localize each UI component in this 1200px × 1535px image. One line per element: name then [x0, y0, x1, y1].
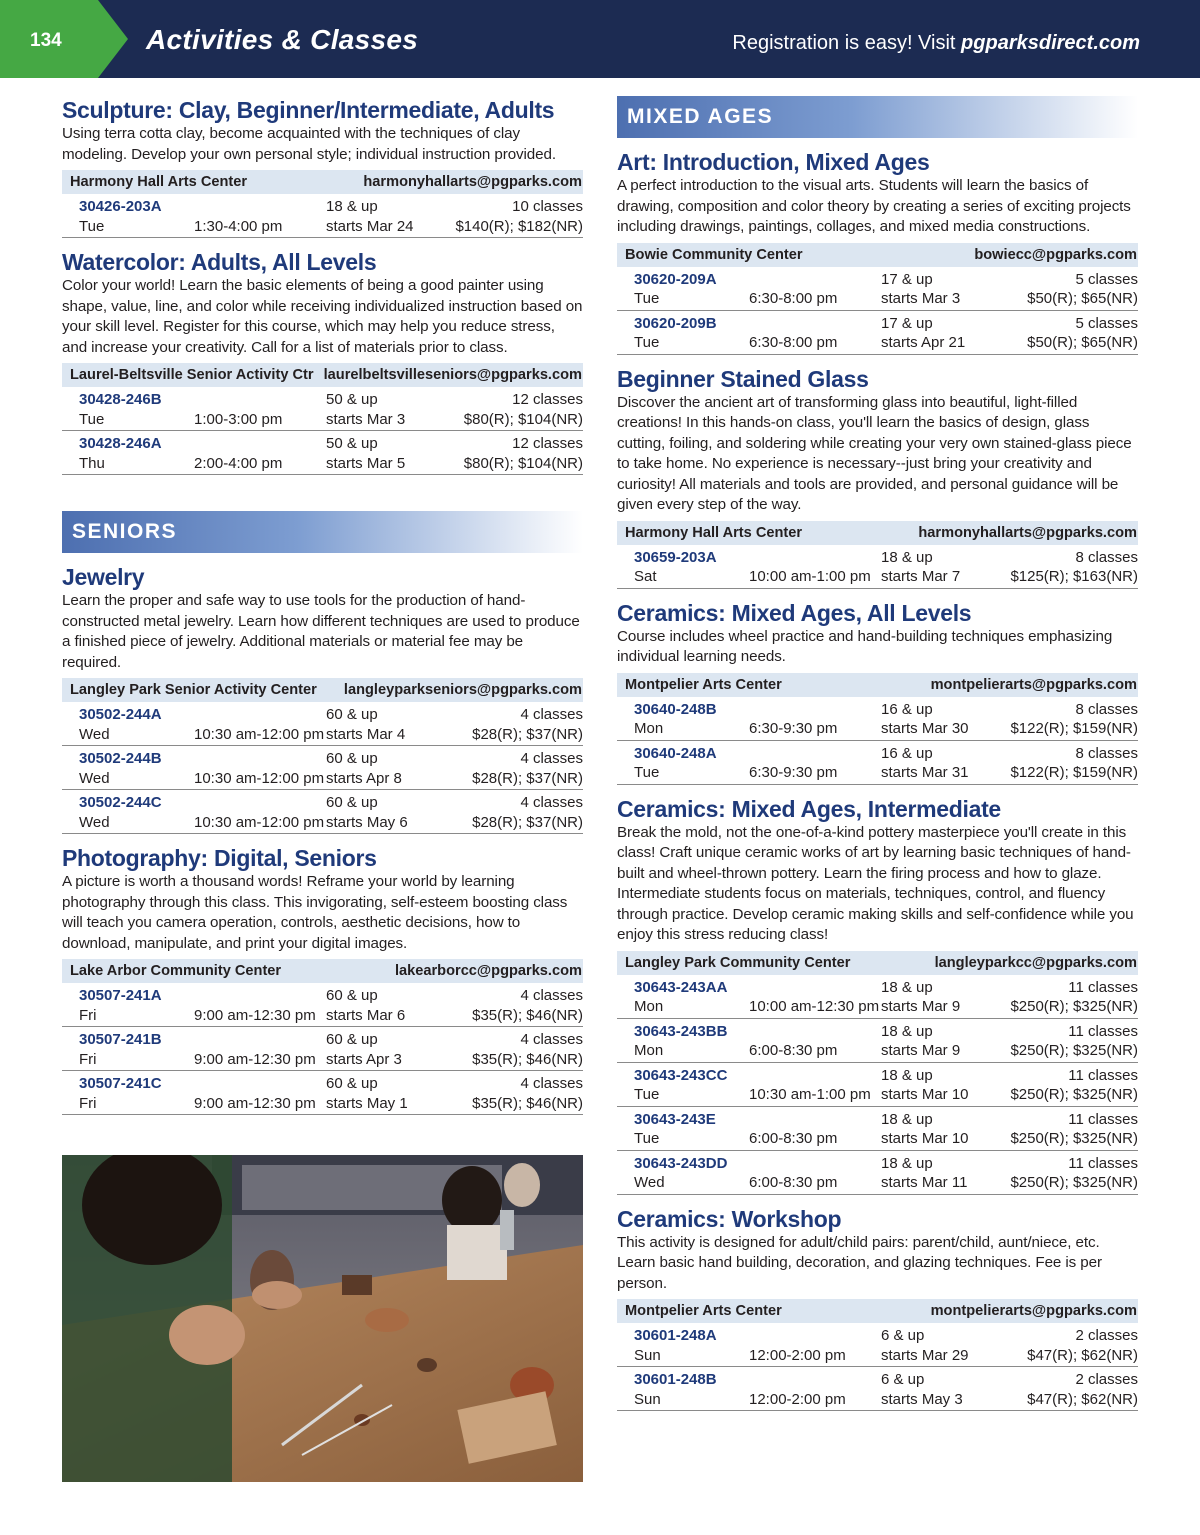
session-code[interactable]: 30620-209B	[634, 314, 717, 332]
session-fee: $50(R); $65(NR)	[1027, 290, 1138, 307]
location-email[interactable]: montpelierarts@pgparks.com	[930, 1303, 1137, 1319]
page-tab-arrow	[98, 0, 128, 78]
session-classes: 4 classes	[520, 706, 583, 723]
session-code[interactable]: 30601-248B	[634, 1371, 717, 1388]
session-day: Sun	[634, 1346, 661, 1364]
session-classes: 10 classes	[512, 198, 583, 215]
course-description: Color your world! Learn the basic elements of being a good painter using shape, value, line, and color while receiving individualized instruction based on your skill level. Register for this course, which may help you reduce stress, and increase your creativity. Call for a list of materials prior to class.	[62, 277, 583, 356]
session-start: starts Mar 29	[881, 1346, 969, 1364]
session-day: Wed	[79, 813, 110, 831]
session-day: Thu	[79, 454, 105, 472]
session-spacer	[194, 793, 326, 813]
session-age: 60 & up	[326, 1075, 378, 1092]
session-row	[62, 790, 583, 834]
session-row	[617, 1151, 1138, 1195]
session-age: 16 & up	[881, 700, 933, 718]
course-description: Discover the ancient art of transforming glass into beautiful, light-filled creations! In this hands-on class, you'll learn the basics of design, glass cutting, foiling, and soldering while creating your very own stained-glass piece to take home. No experience is necessary--just bring your creativity and curiosity! All materials and tools are provided, and personal guidance will be given every step of the way.	[617, 393, 1132, 513]
session-spacer	[194, 1030, 326, 1050]
session-code[interactable]: 30601-248A	[634, 1327, 717, 1344]
location-email[interactable]: lakearborcc@pgparks.com	[394, 963, 582, 979]
location-name: Laurel-Beltsville Senior Activity Ctr	[70, 367, 314, 383]
session-row	[62, 431, 583, 475]
session-time: 9:00 am-12:30 pm	[194, 1006, 316, 1024]
location-name: Langley Park Community Center	[625, 954, 851, 971]
session-classes: 2 classes	[1075, 1371, 1138, 1388]
location-bar	[62, 170, 583, 194]
session-classes: 8 classes	[1075, 700, 1138, 718]
session-spacer	[749, 1066, 881, 1086]
session-row	[617, 1063, 1138, 1107]
session-start: starts Apr 21	[881, 334, 966, 351]
session-time: 2:00-4:00 pm	[194, 454, 283, 472]
session-age: 17 & up	[881, 270, 933, 288]
course-block	[617, 599, 1138, 785]
session-spacer	[749, 1154, 881, 1174]
session-time: 9:00 am-12:30 pm	[194, 1094, 316, 1112]
right-column	[617, 96, 1138, 1421]
course-title: Sculpture: Clay, Beginner/Intermediate, Adults	[62, 97, 555, 123]
session-classes: 8 classes	[1075, 744, 1138, 762]
session-age: 60 & up	[326, 706, 378, 723]
session-age: 18 & up	[881, 1022, 933, 1040]
session-age: 6 & up	[881, 1371, 925, 1388]
session-spacer	[194, 986, 326, 1006]
session-start: starts Mar 10	[881, 1130, 969, 1147]
session-start: starts Mar 31	[881, 764, 969, 781]
location-name: Bowie Community Center	[625, 246, 803, 263]
session-code[interactable]: 30502-244C	[79, 794, 162, 811]
session-spacer	[749, 270, 881, 290]
session-fee: $35(R); $46(NR)	[472, 1050, 583, 1068]
session-day: Mon	[634, 1042, 664, 1059]
session-start: starts Mar 7	[881, 568, 961, 585]
session-spacer	[749, 700, 881, 720]
session-classes: 4 classes	[520, 1031, 583, 1048]
course-block	[62, 248, 583, 475]
course-title: Beginner Stained Glass	[617, 365, 869, 392]
location-name: Lake Arbor Community Center	[70, 963, 282, 979]
session-start: starts Apr 3	[326, 1050, 402, 1068]
session-classes: 2 classes	[1075, 1327, 1138, 1344]
pottery-class-photo	[62, 1155, 583, 1482]
session-start: starts May 6	[326, 813, 408, 831]
session-fee: $50(R); $65(NR)	[1027, 334, 1138, 351]
session-start: starts Mar 9	[881, 998, 961, 1015]
session-start: starts Mar 11	[881, 1174, 968, 1191]
session-fee: $47(R); $62(NR)	[1027, 1346, 1138, 1364]
session-time: 12:00-2:00 pm	[749, 1346, 846, 1364]
session-classes: 11 classes	[1068, 1066, 1138, 1084]
course-title: Jewelry	[62, 564, 145, 590]
location-bar	[617, 243, 1138, 267]
session-time: 6:00-8:30 pm	[749, 1174, 838, 1191]
course-block	[617, 148, 1138, 355]
session-fee: $125(R); $163(NR)	[1010, 568, 1138, 585]
session-age: 60 & up	[326, 987, 378, 1004]
session-fee: $28(R); $37(NR)	[472, 813, 583, 831]
session-time: 6:30-9:30 pm	[749, 764, 838, 781]
session-time: 10:30 am-12:00 pm	[194, 769, 325, 787]
session-age: 60 & up	[326, 794, 378, 811]
session-fee: $80(R); $104(NR)	[463, 410, 583, 428]
session-age: 18 & up	[326, 198, 378, 215]
location-bar	[62, 678, 583, 702]
session-classes: 11 classes	[1068, 978, 1138, 996]
session-code[interactable]: 30426-203A	[79, 198, 162, 215]
session-row	[617, 741, 1138, 785]
session-code[interactable]: 30428-246A	[79, 435, 162, 452]
course-title: Photography: Digital, Seniors	[62, 845, 377, 871]
location-bar	[62, 959, 583, 983]
session-age: 17 & up	[881, 314, 933, 332]
page-header	[0, 0, 1200, 78]
location-bar	[617, 521, 1138, 545]
session-age: 60 & up	[326, 750, 378, 767]
session-age: 18 & up	[881, 1154, 933, 1172]
session-age: 16 & up	[881, 744, 933, 762]
session-spacer	[749, 744, 881, 764]
session-spacer	[749, 1326, 881, 1346]
session-time: 10:30 am-1:00 pm	[749, 1086, 871, 1103]
location-bar	[62, 363, 583, 387]
session-spacer	[749, 1022, 881, 1042]
session-start: starts Mar 10	[881, 1086, 969, 1103]
course-description: Using terra cotta clay, become acquainted with the techniques of clay modeling. Develop your own personal style; individual instruction provided.	[62, 125, 556, 163]
session-code[interactable]: 30428-246B	[79, 391, 162, 408]
session-code[interactable]: 30507-241C	[79, 1075, 162, 1092]
session-spacer	[194, 705, 326, 725]
session-start: starts Mar 3	[326, 410, 406, 428]
session-age: 6 & up	[881, 1327, 925, 1344]
session-spacer	[749, 1370, 881, 1390]
session-day: Tue	[634, 334, 660, 351]
registration-note	[732, 32, 1140, 55]
session-age: 18 & up	[881, 1110, 933, 1128]
location-email[interactable]: langleyparkcc@pgparks.com	[934, 954, 1137, 971]
session-row	[617, 1367, 1138, 1411]
session-classes: 4 classes	[520, 750, 583, 767]
course-title: Art: Introduction, Mixed Ages	[617, 149, 930, 175]
session-start: starts May 3	[881, 1390, 963, 1408]
session-code[interactable]: 30620-209A	[634, 270, 717, 288]
location-name: Harmony Hall Arts Center	[70, 174, 248, 190]
session-day: Wed	[634, 1174, 665, 1191]
session-fee: $250(R); $325(NR)	[1010, 1042, 1138, 1059]
location-email[interactable]: bowiecc@pgparks.com	[974, 246, 1137, 263]
session-row	[62, 1071, 583, 1115]
seniors-section-band: SENIORS	[62, 511, 583, 553]
session-fee: $122(R); $159(NR)	[1010, 764, 1138, 781]
session-code[interactable]: 30507-241A	[79, 987, 162, 1004]
session-row	[617, 975, 1138, 1019]
location-bar	[617, 1299, 1138, 1323]
session-code[interactable]: 30502-244A	[79, 706, 162, 723]
session-code[interactable]: 30643-243DD	[634, 1154, 728, 1172]
course-description: A perfect introduction to the visual arts. Students will learn the basics of drawing, composition and color theory by creating a series of exciting projects including drawings, paintings, collages, and mixed media constructions.	[617, 177, 1131, 235]
session-classes: 4 classes	[520, 1075, 583, 1092]
course-title: Ceramics: Workshop	[617, 1205, 842, 1232]
session-day: Mon	[634, 998, 664, 1015]
session-row	[617, 1019, 1138, 1063]
session-classes: 5 classes	[1075, 270, 1138, 288]
session-row	[617, 1323, 1138, 1367]
session-age: 18 & up	[881, 548, 933, 566]
session-classes: 4 classes	[520, 794, 583, 811]
course-description: A picture is worth a thousand words! Reframe your world by learning photography through this class. This invigorating, self-esteem boosting class will teach you camera operation, controls, aesthetic decisions, how to download, manipulate, and print your digital images.	[62, 873, 568, 952]
course-description: This activity is designed for adult/child pairs: parent/child, aunt/niece, etc. Learn basic hand building, decoration, and glazing techniques. Fee is per person.	[617, 1233, 1102, 1292]
session-day: Tue	[79, 217, 105, 235]
session-classes: 5 classes	[1075, 314, 1138, 332]
session-start: starts May 1	[326, 1094, 408, 1112]
session-row	[62, 387, 583, 431]
session-row	[617, 311, 1138, 355]
session-start: starts Mar 4	[326, 725, 406, 743]
session-start: starts Mar 3	[881, 290, 961, 307]
session-age: 50 & up	[326, 391, 378, 408]
session-classes: 4 classes	[520, 987, 583, 1004]
left-column	[62, 96, 583, 1125]
session-spacer	[749, 978, 881, 998]
course-description: Break the mold, not the one-of-a-kind pottery masterpiece you'll create in this class! Craft unique ceramic works of art by learning basic techniques of hand-built and wheel-thrown pottery. Learn the firing process and how to glaze. Intermediate students focus on materials, techniques, control, and fluency through practice. Develop ceramic making skills and self-confidence while you enjoy this stress reducing class!	[617, 823, 1134, 943]
session-spacer	[194, 434, 326, 454]
session-spacer	[749, 1110, 881, 1130]
course-description: Course includes wheel practice and hand-building techniques emphasizing individual learning needs.	[617, 627, 1113, 665]
session-code[interactable]: 30640-248B	[634, 700, 717, 718]
course-block	[62, 563, 583, 834]
location-name: Montpelier Arts Center	[625, 1303, 782, 1319]
registration-url[interactable]: pgparksdirect.com	[961, 32, 1140, 54]
location-email[interactable]: laurelbeltsvilleseniors@pgparks.com	[323, 367, 582, 383]
location-email[interactable]: langleyparkseniors@pgparks.com	[343, 682, 582, 698]
location-bar	[617, 951, 1138, 975]
session-time: 9:00 am-12:30 pm	[194, 1050, 316, 1068]
location-name: Montpelier Arts Center	[625, 676, 782, 693]
session-row	[62, 746, 583, 790]
session-fee: $35(R); $46(NR)	[472, 1094, 583, 1112]
session-day: Fri	[79, 1094, 97, 1112]
session-row	[62, 983, 583, 1027]
session-spacer	[194, 1074, 326, 1094]
session-time: 10:00 am-1:00 pm	[749, 568, 871, 585]
location-bar	[617, 673, 1138, 697]
location-email[interactable]: harmonyhallarts@pgparks.com	[918, 524, 1137, 541]
session-day: Tue	[634, 290, 660, 307]
registration-prefix: Registration is easy! Visit	[732, 32, 962, 54]
session-code[interactable]: 30502-244B	[79, 750, 162, 767]
session-row	[617, 697, 1138, 741]
session-time: 6:00-8:30 pm	[749, 1130, 838, 1147]
session-start: starts Mar 30	[881, 720, 969, 737]
session-age: 18 & up	[881, 978, 933, 996]
course-title: Watercolor: Adults, All Levels	[62, 249, 377, 275]
session-time: 6:30-8:00 pm	[749, 334, 838, 351]
session-day: Fri	[79, 1006, 97, 1024]
course-block	[62, 844, 583, 1115]
session-day: Mon	[634, 720, 664, 737]
session-start: starts Mar 5	[326, 454, 406, 472]
session-code[interactable]: 30643-243BB	[634, 1022, 728, 1040]
session-day: Fri	[79, 1050, 97, 1068]
location-name: Harmony Hall Arts Center	[625, 524, 803, 541]
course-description: Learn the proper and safe way to use tools for the production of hand-constructed metal jewelry. Learn how different techniques are used to produce a finished piece of jewelry. Additional materials or material fee may be required.	[62, 592, 580, 671]
session-time: 10:30 am-12:00 pm	[194, 813, 325, 831]
session-start: starts Apr 8	[326, 769, 402, 787]
session-code[interactable]: 30643-243E	[634, 1110, 716, 1128]
location-email[interactable]: montpelierarts@pgparks.com	[930, 676, 1137, 693]
session-start: starts Mar 9	[881, 1042, 961, 1059]
course-block	[617, 795, 1138, 1195]
session-time: 10:30 am-12:00 pm	[194, 725, 325, 743]
session-time: 6:30-8:00 pm	[749, 290, 838, 307]
session-age: 60 & up	[326, 1031, 378, 1048]
session-classes: 11 classes	[1068, 1110, 1138, 1128]
course-block	[617, 365, 1138, 589]
mixed-ages-section-band: MIXED AGES	[617, 96, 1138, 138]
session-row	[62, 1027, 583, 1071]
session-day: Wed	[79, 769, 110, 787]
session-code[interactable]: 30640-248A	[634, 744, 717, 762]
session-classes: 8 classes	[1075, 548, 1138, 566]
session-fee: $250(R); $325(NR)	[1010, 998, 1138, 1015]
course-block	[62, 96, 583, 238]
session-fee: $250(R); $325(NR)	[1010, 1174, 1138, 1191]
session-age: 18 & up	[881, 1066, 933, 1084]
session-day: Wed	[79, 725, 110, 743]
session-time: 6:00-8:30 pm	[749, 1042, 838, 1059]
session-row	[617, 267, 1138, 311]
session-code[interactable]: 30643-243AA	[634, 978, 728, 996]
session-fee: $250(R); $325(NR)	[1010, 1086, 1138, 1103]
session-fee: $47(R); $62(NR)	[1027, 1390, 1138, 1408]
session-fee: $140(R); $182(NR)	[455, 217, 583, 235]
session-spacer	[194, 197, 326, 217]
course-title: Ceramics: Mixed Ages, All Levels	[617, 599, 972, 626]
session-row	[62, 194, 583, 238]
session-fee: $28(R); $37(NR)	[472, 725, 583, 743]
session-age: 50 & up	[326, 435, 378, 452]
session-fee: $35(R); $46(NR)	[472, 1006, 583, 1024]
section-title: Activities & Classes	[146, 24, 419, 55]
location-email[interactable]: harmonyhallarts@pgparks.com	[363, 174, 582, 190]
session-start: starts Mar 24	[326, 217, 414, 235]
session-code[interactable]: 30659-203A	[634, 548, 717, 566]
session-spacer	[194, 390, 326, 410]
page-number: 134	[30, 30, 62, 51]
course-block	[617, 1205, 1138, 1412]
session-day: Tue	[634, 1086, 660, 1103]
session-time: 6:30-9:30 pm	[749, 720, 838, 737]
session-fee: $28(R); $37(NR)	[472, 769, 583, 787]
session-time: 1:30-4:00 pm	[194, 217, 283, 235]
session-row	[617, 545, 1138, 589]
session-day: Tue	[634, 1130, 660, 1147]
session-time: 10:00 am-12:30 pm	[749, 998, 880, 1015]
session-classes: 11 classes	[1068, 1154, 1138, 1172]
session-fee: $122(R); $159(NR)	[1010, 720, 1138, 737]
session-classes: 11 classes	[1068, 1022, 1138, 1040]
session-spacer	[194, 749, 326, 769]
session-fee: $80(R); $104(NR)	[463, 454, 583, 472]
session-day: Tue	[634, 764, 660, 781]
session-row	[62, 702, 583, 746]
location-name: Langley Park Senior Activity Center	[70, 682, 317, 698]
session-time: 1:00-3:00 pm	[194, 410, 283, 428]
session-fee: $250(R); $325(NR)	[1010, 1130, 1138, 1147]
session-spacer	[749, 548, 881, 568]
session-classes: 12 classes	[512, 435, 583, 452]
session-day: Sun	[634, 1390, 661, 1408]
session-day: Sat	[634, 568, 657, 585]
course-title: Ceramics: Mixed Ages, Intermediate	[617, 795, 1001, 822]
session-start: starts Mar 6	[326, 1006, 406, 1024]
session-day: Tue	[79, 410, 105, 428]
session-row	[617, 1107, 1138, 1151]
session-code[interactable]: 30507-241B	[79, 1031, 162, 1048]
session-code[interactable]: 30643-243CC	[634, 1066, 728, 1084]
session-classes: 12 classes	[512, 391, 583, 408]
session-spacer	[749, 314, 881, 334]
session-time: 12:00-2:00 pm	[749, 1390, 846, 1408]
